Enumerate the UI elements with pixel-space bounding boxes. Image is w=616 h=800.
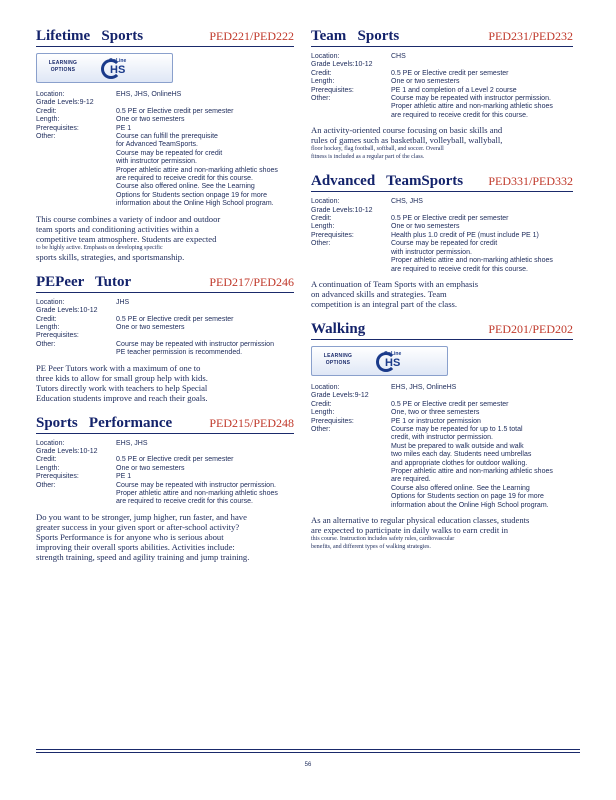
detail-label: Prerequisites:: [311, 231, 354, 239]
detail-label: Prerequisites:: [311, 417, 354, 425]
description-line: Education students improve and reach their goals.: [36, 392, 208, 403]
grade-levels-value: 9-12: [79, 99, 94, 107]
location-row: [36, 299, 294, 307]
detail-label: Credit:: [311, 69, 332, 77]
description-line: competitive team atmosphere. Students are expected: [36, 233, 217, 244]
detail-value: [391, 70, 573, 78]
description-line: Do you want to be stronger, jump higher, run faster, and have: [36, 511, 247, 522]
detail-line: and appropriate clothes for outdoor walking.: [391, 459, 528, 467]
detail-row: [311, 223, 573, 231]
course-block: [311, 319, 573, 551]
detail-row: [36, 341, 294, 358]
description-line: team sports and conditioning activities within a: [36, 223, 199, 234]
course-block: [36, 413, 294, 562]
detail-line: One or two semesters: [391, 78, 460, 86]
detail-line: Course may be repeated for credit: [391, 240, 498, 248]
course-block: [36, 272, 294, 403]
detail-line: PE teacher permission is recommended.: [116, 349, 243, 357]
location-label: Location:: [311, 383, 340, 391]
course-title: Team Sports: [311, 28, 400, 44]
detail-row: [36, 482, 294, 507]
detail-line: Course may be repeated with instructor permission.: [391, 95, 551, 103]
grade-levels-row: [36, 448, 294, 456]
detail-line: are required to receive credit for this course.: [116, 175, 253, 183]
detail-line: 0.5 PE or Elective credit per semester: [391, 215, 509, 223]
detail-row: [36, 456, 294, 464]
course-block: [36, 26, 294, 262]
location-value: EHS, JHS, OnlineHS: [116, 91, 182, 98]
detail-line: information about the Online High School program.: [391, 501, 549, 509]
course-header: [36, 272, 294, 293]
detail-row: [36, 116, 294, 124]
detail-value: [391, 401, 573, 409]
detail-line: with instructor permission.: [391, 248, 472, 256]
detail-row: [36, 316, 294, 324]
detail-line: One or two semesters: [116, 116, 185, 124]
detail-line: with instructor permission.: [116, 158, 197, 166]
logo-top-text: OnLine: [384, 350, 402, 357]
detail-line: Proper athletic attire and non-marking athletic shoes: [391, 467, 553, 475]
detail-line: One or two semesters: [116, 464, 185, 472]
detail-line: Course can fulfill the prerequisite: [116, 133, 218, 141]
detail-row: [36, 465, 294, 473]
location-label: Location:: [36, 439, 65, 447]
grade-levels-label: Grade Levels:: [36, 307, 80, 315]
grade-levels-value: 10-12: [79, 307, 98, 315]
detail-line: credit, with instructor permission.: [391, 434, 493, 442]
detail-line: PE 1 or instructor permission: [391, 417, 481, 425]
detail-label: Length:: [36, 323, 60, 331]
location-value: EHS, JHS, OnlineHS: [391, 383, 457, 391]
description-small-line: benefits, and different types of walking strategies.: [311, 544, 431, 550]
detail-line: two miles each day. Students need umbrellas: [391, 451, 532, 459]
detail-row: [36, 473, 294, 481]
learning-options-label: LEARNING OPTIONS: [48, 60, 78, 73]
description-line: Sports Performance is for anyone who is serious about: [36, 531, 224, 542]
detail-value: [116, 456, 294, 464]
course-code: PED215/PED248: [209, 415, 294, 430]
detail-line: are required.: [391, 476, 431, 484]
detail-value: [391, 223, 573, 231]
grade-levels-label: Grade Levels:: [311, 206, 355, 214]
course-code: PED231/PED232: [488, 29, 573, 43]
detail-line: Course also offered online. See the Learning: [116, 183, 255, 191]
course-code: PED201/PED202: [488, 321, 573, 336]
online-hs-logo-icon: [376, 351, 400, 371]
detail-value: [116, 473, 294, 481]
learning-options-label: LEARNING OPTIONS: [323, 352, 353, 366]
detail-label: Other:: [311, 425, 331, 433]
learning-options-badge: [311, 346, 448, 376]
detail-label: Other:: [36, 481, 56, 489]
course-block: [311, 171, 573, 309]
detail-value: [391, 232, 573, 240]
detail-value: [391, 95, 573, 120]
grade-levels-row: [36, 307, 294, 315]
description-small-line: to be highly active. Emphasis on developing specific: [36, 244, 163, 251]
detail-label: Credit:: [36, 315, 57, 323]
detail-row: [311, 215, 573, 223]
course-title: Advanced TeamSports: [311, 173, 464, 190]
description-line: PE Peer Tutors work with a maximum of one to: [36, 362, 201, 373]
detail-line: Proper athletic attire and non-marking athletic shoes: [391, 257, 553, 265]
detail-label: Length:: [36, 116, 60, 124]
location-row: [36, 440, 294, 448]
detail-row: [311, 87, 573, 95]
detail-row: [311, 95, 573, 120]
location-label: Location:: [36, 91, 65, 98]
detail-row: [311, 409, 573, 417]
detail-row: [36, 133, 294, 209]
detail-line: Proper athletic attire and non-marking athletic shoes: [116, 489, 278, 497]
detail-line: Course also offered online. See the Learning: [391, 484, 530, 492]
location-row: [311, 53, 573, 61]
grade-levels-value: 10-12: [79, 447, 98, 455]
grade-levels-value: 9-12: [354, 392, 369, 400]
grade-levels-value: 10-12: [354, 206, 373, 214]
course-title: Lifetime Sports: [36, 28, 144, 44]
course-header: [311, 26, 573, 47]
detail-value: [116, 133, 294, 209]
detail-value: [116, 332, 294, 340]
detail-line: for Advanced TeamSports.: [116, 141, 198, 149]
detail-line: 0.5 PE or Elective credit per semester: [116, 315, 234, 323]
description-line: improving their overall sports abilities. Activities include:: [36, 541, 235, 552]
detail-line: 0.5 PE or Elective credit per semester: [391, 400, 509, 408]
description-line: rules of games such as basketball, volleyball, wallyball,: [311, 135, 503, 146]
logo-main-text: HS: [110, 64, 126, 76]
grade-levels-row: [311, 392, 573, 400]
detail-value: [116, 341, 294, 358]
course-header: [36, 26, 294, 47]
description-line: three kids to allow for small group help with kids.: [36, 372, 208, 383]
detail-line: PE 1 and completion of a Level 2 course: [391, 86, 517, 94]
detail-line: 0.5 PE or Elective credit per semester: [391, 69, 509, 77]
detail-row: [311, 70, 573, 78]
location-row: [311, 384, 573, 392]
grade-levels-row: [36, 99, 294, 107]
detail-label: Other:: [36, 133, 56, 141]
detail-row: [311, 232, 573, 240]
detail-value: [391, 87, 573, 95]
detail-row: [311, 418, 573, 426]
grade-levels-row: [311, 207, 573, 215]
location-value: EHS, JHS: [116, 439, 148, 447]
detail-line: One or two semesters: [116, 323, 185, 331]
location-label: Location:: [311, 198, 340, 206]
detail-value: [391, 426, 573, 510]
detail-label: Other:: [36, 340, 56, 348]
description-line: Tutors directly work with teachers to help Special: [36, 382, 208, 393]
description-line: A continuation of Team Sports with an emphasis: [311, 278, 479, 289]
detail-line: Options for Students section onpage 19 for more: [116, 191, 267, 199]
detail-label: Prerequisites:: [36, 332, 79, 340]
description-line: strength training, speed and agility training and jump training.: [36, 551, 250, 562]
detail-row: [311, 426, 573, 510]
course-code: PED331/PED332: [488, 174, 573, 189]
location-label: Location:: [311, 53, 340, 60]
left-column: [36, 26, 294, 572]
description-line: are expected to participate in daily walks to earn credit in: [311, 525, 509, 535]
course-code: PED217/PED246: [209, 274, 294, 289]
detail-label: Other:: [311, 240, 331, 248]
course-header: [36, 413, 294, 434]
footer-rule-second: [36, 752, 580, 753]
detail-value: [116, 116, 294, 124]
detail-value: [116, 125, 294, 133]
detail-row: [36, 108, 294, 116]
course-description: [36, 214, 294, 262]
detail-line: PE 1: [116, 124, 132, 132]
description-line: An activity-oriented course focusing on basic skills and: [311, 125, 503, 136]
detail-line: are required to receive credit for this course.: [391, 265, 528, 273]
grade-levels-row: [311, 61, 573, 69]
detail-label: Credit:: [311, 215, 332, 223]
course-description: [311, 279, 573, 309]
detail-label: Prerequisites:: [36, 473, 79, 481]
detail-line: are required to receive credit for this course.: [116, 498, 253, 506]
detail-line: Course may be repeated with instructor permission: [116, 340, 274, 348]
location-value: CHS: [391, 53, 406, 60]
course-title: Sports Performance: [36, 414, 173, 431]
detail-line: 0.5 PE or Elective credit per semester: [116, 456, 234, 464]
detail-label: Length:: [36, 464, 60, 472]
detail-line: Course may be repeated for up to 1.5 total: [391, 425, 523, 433]
grade-levels-label: Grade Levels:: [36, 99, 80, 107]
detail-line: 0.5 PE or Elective credit per semester: [116, 107, 234, 115]
detail-label: Length:: [311, 409, 335, 417]
detail-value: [116, 324, 294, 332]
detail-label: Other:: [311, 95, 331, 103]
course-header: [311, 171, 573, 192]
description-line: on advanced skills and strategies. Team: [311, 288, 447, 299]
location-value: JHS: [116, 298, 130, 306]
detail-row: [311, 401, 573, 409]
description-line: sports skills, strategies, and sportsmanship.: [36, 251, 185, 262]
detail-row: [36, 324, 294, 332]
detail-line: Course may be repeated for credit: [116, 149, 223, 157]
description-line: As an alternative to regular physical education classes, students: [311, 515, 530, 525]
detail-label: Credit:: [311, 400, 332, 408]
detail-value: [391, 409, 573, 417]
detail-line: Proper athletic attire and non-marking athletic shoes: [391, 103, 553, 111]
right-column: [311, 26, 573, 561]
detail-label: Prerequisites:: [36, 124, 79, 132]
detail-line: PE 1: [116, 473, 132, 481]
detail-value: [116, 465, 294, 473]
detail-value: [391, 240, 573, 274]
grade-levels-value: 10-12: [354, 61, 373, 69]
detail-label: Credit:: [36, 107, 57, 115]
location-row: [36, 91, 294, 99]
course-description: [36, 512, 294, 562]
detail-line: One, two or three semesters: [391, 409, 480, 417]
description-small-line: floor hockey, flag football, softball, and soccer. Overall: [311, 146, 444, 153]
grade-levels-label: Grade Levels:: [36, 447, 80, 455]
detail-label: Prerequisites:: [311, 86, 354, 94]
detail-label: Length:: [311, 223, 335, 231]
course-header: [311, 319, 573, 340]
location-value: CHS, JHS: [391, 198, 423, 206]
detail-line: Options for Students section on page 19 for more: [391, 493, 544, 501]
page-number: 56: [304, 762, 312, 768]
logo-main-text: HS: [385, 356, 401, 369]
grade-levels-label: Grade Levels:: [311, 61, 355, 69]
detail-line: Must be prepared to walk outside and walk: [391, 442, 524, 450]
detail-row: [311, 78, 573, 86]
description-line: greater success in your given sport or after-school activity?: [36, 521, 240, 532]
online-hs-logo-icon: [101, 58, 125, 78]
learning-options-badge: [36, 53, 173, 83]
description-small-line: fitness is included as a regular part of the class.: [311, 154, 425, 161]
detail-line: Course may be repeated with instructor permission.: [116, 481, 276, 489]
course-code: PED221/PED222: [209, 29, 294, 43]
footer-rule: [36, 749, 580, 750]
grade-levels-label: Grade Levels:: [311, 392, 355, 400]
detail-label: Length:: [311, 78, 335, 86]
description-line: This course combines a variety of indoor and outdoor: [36, 213, 221, 224]
detail-value: [116, 482, 294, 507]
detail-line: are required to receive credit for this course.: [391, 111, 528, 119]
location-row: [311, 198, 573, 206]
detail-line: information about the Online High School program.: [116, 200, 274, 208]
course-title: Walking: [311, 320, 366, 337]
detail-value: [391, 215, 573, 223]
detail-value: [116, 108, 294, 116]
course-block: [311, 26, 573, 161]
location-label: Location:: [36, 298, 65, 306]
detail-line: One or two semesters: [391, 223, 460, 231]
detail-value: [116, 316, 294, 324]
detail-line: [116, 332, 294, 340]
detail-row: [36, 125, 294, 133]
detail-row: [36, 332, 294, 340]
detail-row: [311, 240, 573, 274]
course-title: PEPeer Tutor: [36, 273, 132, 290]
course-description: [311, 125, 573, 161]
detail-label: Credit:: [36, 456, 57, 464]
course-description: [36, 363, 294, 403]
detail-value: [391, 418, 573, 426]
description-line: competition is an integral part of the class.: [311, 298, 458, 309]
detail-line: Health plus 1.0 credit of PE (must include PE 1): [391, 231, 539, 239]
detail-line: Proper athletic attire and non-marking athletic shoes: [116, 166, 278, 174]
course-description: [311, 515, 573, 551]
description-small-line: this course. Instruction includes safety rules, cardiovascular: [311, 536, 455, 542]
logo-top-text: OnLine: [109, 58, 127, 64]
detail-value: [391, 78, 573, 86]
